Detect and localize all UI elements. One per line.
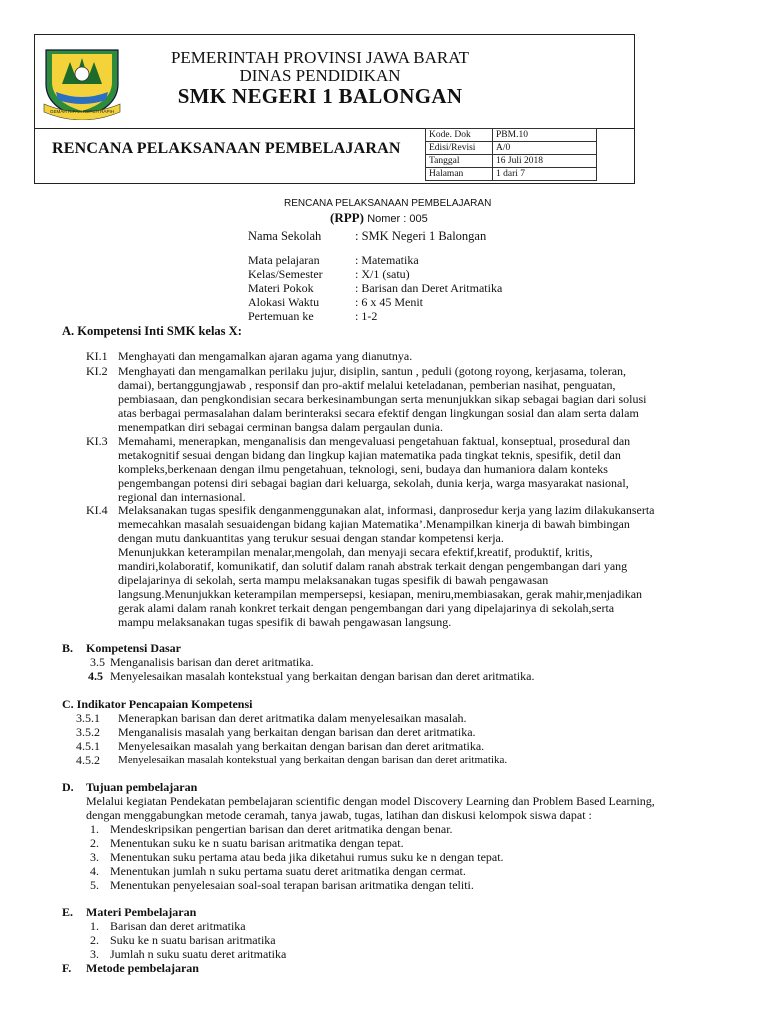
header-school-name: SMK NEGERI 1 BALONGAN (177, 84, 463, 108)
section-f-heading: Metode pembelajaran (86, 961, 199, 975)
meta-value: A/0 (493, 142, 597, 155)
section-b-letter: B. (62, 641, 74, 655)
kd-text: Menganalisis barisan dan deret aritmatika. (110, 655, 314, 669)
meta-value: 16 Juli 2018 (493, 155, 597, 168)
ki-line: damai), bertanggungjawab , responsif dan pro-aktif melalui keteladanan, pemberian nasihat, penguatan, (118, 378, 616, 392)
objective-num: 4. (90, 864, 99, 878)
header-government: PEMERINTAH PROVINSI JAWA BARAT (170, 48, 470, 67)
meta-row (426, 129, 597, 142)
meta-key: Halaman (426, 168, 493, 181)
objective-text: Menentukan suku pertama atau beda jika diketahui rumus suku ke n dengan tepat. (110, 850, 504, 864)
indicator-code: 4.5.1 (76, 739, 100, 753)
material-num: 2. (90, 933, 99, 947)
rpp-abbrev: (RPP) (330, 210, 364, 225)
objective-text: Menentukan jumlah n suku pertama suatu deret aritmatika dengan cermat. (110, 864, 466, 878)
identity-value: : Barisan dan Deret Aritmatika (355, 281, 503, 295)
ki-line: mampu melaksanakan tugas spesifik di bawah pengawasan langsung. (118, 615, 452, 629)
ki-code: KI.4 (86, 503, 108, 517)
objective-num: 1. (90, 822, 99, 836)
section-d-intro: Melalui kegiatan Pendekatan pembelajaran scientific dengan model Discovery Learning dan Problem Based Learning, (86, 794, 655, 808)
section-e-heading: Materi Pembelajaran (86, 905, 197, 919)
section-a-heading: A. Kompetensi Inti SMK kelas X: (62, 324, 242, 338)
material-num: 3. (90, 947, 99, 961)
indicator-text: Menerapkan barisan dan deret aritmatika dalam menyelesaikan masalah. (118, 711, 467, 725)
ki-line: pembiasaan, dan pengkondisian secara berkesinambungan serta menunjukkan sikap sebagai bagian dari solusi (118, 392, 647, 406)
ki-line: dipelajarinya di sekolah, serta mampu melaksanakan tugas spesifik di bawah pengawasan (118, 573, 549, 587)
ki-line: Menghayati dan mengamalkan perilaku jujur, disiplin, santun , peduli (gotong royong, kerjasama, toleran, (118, 364, 627, 378)
identity-label: Materi Pokok (248, 281, 314, 295)
meta-row (426, 168, 597, 181)
ki-line: dengan mutu dankuantitas yang terukur sesuai dengan standar kompetensi kerja. (118, 531, 504, 545)
kd-code: 4.5 (88, 669, 103, 683)
ki-line: langsung.Menunjukkan keterampilan mempersepsi, kesiapan, meniru,membiasakan, gerak mahir,menjadikan (118, 587, 643, 601)
ki-text (118, 503, 743, 629)
ki-line: kompleks,berkenaan dengan ilmu pengetahuan, teknologi, seni, budaya dan humaniora dalam konteks (118, 462, 608, 476)
section-f-letter: F. (62, 961, 72, 975)
meta-value: 1 dari 7 (493, 168, 597, 181)
material-text: Suku ke n suatu barisan aritmatika (110, 933, 276, 947)
material-text: Jumlah n suku suatu deret aritmatika (110, 947, 287, 961)
rpp-number: Nomer : 005 (367, 213, 428, 225)
ki-line: metakognitif sesuai dengan bidang dan lingkup kajian matematika pada tingkat teknis, spesifik, detil dan (118, 448, 621, 462)
section-e-letter: E. (62, 905, 74, 919)
school-value: : SMK Negeri 1 Balongan (355, 229, 487, 243)
section-d-heading: Tujuan pembelajaran (86, 780, 198, 794)
section-b-heading: Kompetensi Dasar (86, 641, 181, 655)
meta-key: Kode. Dok (426, 129, 493, 142)
indicator-code: 3.5.1 (76, 711, 100, 725)
identity-label: Kelas/Semester (248, 267, 323, 281)
ki-line: memecahkan masalah sesuaidengan bidang kajian Matematika’.Menampilkan kinerja di bawah bimbingan (118, 517, 630, 531)
meta-key: Tanggal (426, 155, 493, 168)
identity-label: Pertemuan ke (248, 309, 314, 323)
rpp-main-title: RENCANA PELAKSANAAN PEMBELAJARAN (284, 198, 492, 209)
ki-line: Memahami, menerapkan, menganalisis dan mengevaluasi pengetahuan faktual, konseptual, prosedural dan (118, 434, 631, 448)
ki-text (118, 434, 743, 504)
identity-value: : 1-2 (355, 309, 378, 323)
kd-text: Menyelesaikan masalah kontekstual yang berkaitan dengan barisan dan deret aritmatika. (110, 669, 535, 683)
identity-value: : X/1 (satu) (355, 267, 410, 281)
indicator-text: Menganalisis masalah yang berkaitan dengan barisan dan deret aritmatika. (118, 725, 476, 739)
document-meta-table (425, 128, 597, 181)
ki-code: KI.2 (86, 364, 108, 378)
objective-text: Menentukan suku ke n suatu barisan aritmatika dengan tepat. (110, 836, 404, 850)
ki-code: KI.3 (86, 434, 108, 448)
objective-text: Menentukan penyelesaian soal-soal terapan barisan aritmatika dengan teliti. (110, 878, 474, 892)
meta-row (426, 142, 597, 155)
section-c-heading: C. Indikator Pencapaian Kompetensi (62, 697, 253, 711)
ki-line: Menghayati dan mengamalkan ajaran agama yang dianutnya. (118, 349, 413, 363)
svg-text:GEMAH RIPAH REPEH RAPIH: GEMAH RIPAH REPEH RAPIH (49, 109, 115, 114)
objective-text: Mendeskripsikan pengertian barisan dan deret aritmatika dengan benar. (110, 822, 453, 836)
ki-code: KI.1 (86, 349, 108, 363)
kd-code: 3.5 (90, 655, 105, 669)
header-department: DINAS PENDIDIKAN (239, 66, 401, 85)
objective-num: 2. (90, 836, 99, 850)
ki-line: atas berbagai permasalahan dalam berinteraksi secara efektif dengan lingkungan sosial dan alam serta dalam (118, 406, 639, 420)
ki-text (118, 349, 743, 363)
meta-row (426, 155, 597, 168)
meta-value: PBM.10 (493, 129, 597, 142)
objective-num: 3. (90, 850, 99, 864)
west-java-emblem-logo (40, 44, 124, 120)
meta-key: Edisi/Revisi (426, 142, 493, 155)
ki-line: Menunjukkan keterampilan menalar,mengolah, dan menyaji secara efektif,kreatif, produktif, kritis, (118, 545, 593, 559)
ki-line: Melaksanakan tugas spesifik denganmenggunakan alat, informasi, danprosedur kerja yang lazim dilakukanserta (118, 503, 655, 517)
ki-line: regional dan internasional. (118, 490, 246, 504)
section-d-intro: dengan menggabungkan metode ceramah, tanya jawab, tugas, latihan dan diskusi kelompok siswa dapat : (86, 808, 592, 822)
header-document-title: RENCANA PELAKSANAAN PEMBELAJARAN (52, 140, 401, 157)
ki-text (118, 364, 743, 434)
indicator-code: 4.5.2 (76, 753, 100, 767)
indicator-text: Menyelesaikan masalah yang berkaitan dengan barisan dan deret aritmatika. (118, 739, 485, 753)
school-label: Nama Sekolah (248, 229, 322, 243)
ki-line: mandiri,kolaboratif, komunikatif, dan solutif dalam ranah abstrak terkait dengan pengembangan dari yang (118, 559, 628, 573)
material-text: Barisan dan deret aritmatika (110, 919, 246, 933)
identity-label: Mata pelajaran (248, 253, 320, 267)
section-d-letter: D. (62, 780, 74, 794)
objective-num: 5. (90, 878, 99, 892)
ki-line: pengembangan potensi diri sebagai bagian dari keluarga, sekolah, dunia kerja, warga masyarakat nasional, (118, 476, 629, 490)
identity-value: : Matematika (355, 253, 419, 267)
indicator-code: 3.5.2 (76, 725, 100, 739)
indicator-text: Menyelesaikan masalah kontekstual yang berkaitan dengan barisan dan deret aritmatika. (118, 754, 508, 766)
identity-label: Alokasi Waktu (248, 295, 320, 309)
ki-line: menempatkan diri sebagai cerminan bangsa dalam pergaulan dunia. (118, 420, 443, 434)
material-num: 1. (90, 919, 99, 933)
identity-value: : 6 x 45 Menit (355, 295, 423, 309)
ki-line: gerak alami dalam ranah konkret terkait dengan pengembangan dari yang dipelajarinya di sekolah,serta (118, 601, 615, 615)
